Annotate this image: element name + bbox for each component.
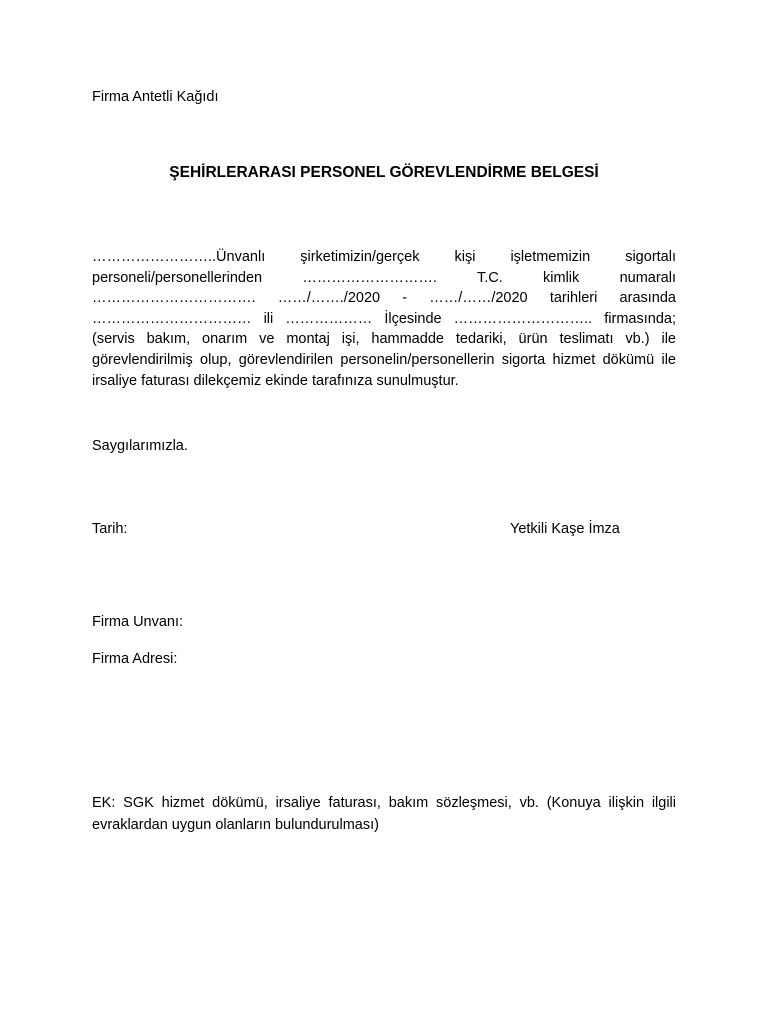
letterhead-label: Firma Antetli Kağıdı (92, 89, 219, 105)
body-paragraph: ……………………..Ünvanlı şirketimizin/gerçek kişi işletmemizin sigortalı personeli/personellerinden ………………………. T.C. kimlik numaralı ……………………………. ……/……./2020 - ……/……/2020 tarihleri arasında …………………………… ili ……………… İlçesinde ……………………….. firmasında; (servis bakım, onarım ve montaj işi, hammadde tedariki, ürün teslimatı vb.) ile görevlendirilmiş olup, görevlendirilen personelin/personellerin sigorta hizmet dökümü ile irsaliye faturası dilekçemiz ekinde tarafınıza sunulmuştur. (92, 249, 676, 389)
attachment-note: EK: SGK hizmet dökümü, irsaliye faturası, bakım sözleşmesi, vb. (Konuya ilişkin ilgili evraklardan uygun olanların bulundurulması) (92, 795, 676, 833)
closing-salutation: Saygılarımızla. (92, 438, 188, 454)
document-title: ŞEHİRLERARASI PERSONEL GÖREVLENDİRME BELGESİ (169, 164, 599, 181)
company-address-label: Firma Adresi: (92, 651, 178, 667)
signature-label: Yetkili Kaşe İmza (510, 521, 620, 537)
company-title-label: Firma Unvanı: (92, 614, 184, 630)
date-label: Tarih: (92, 521, 128, 537)
